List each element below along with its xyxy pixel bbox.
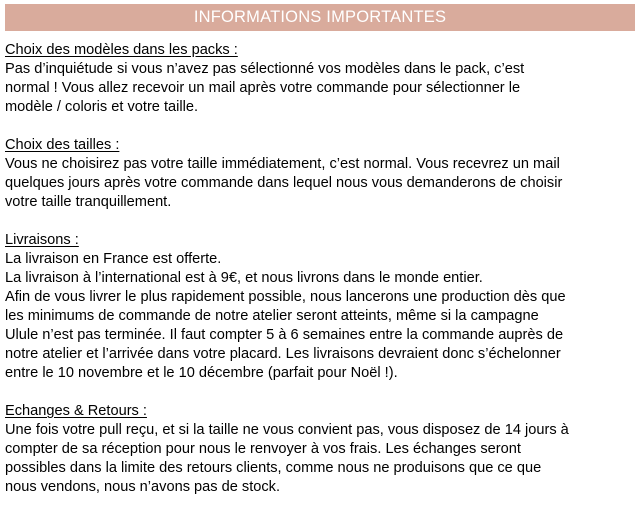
paragraph-line: La livraison à l’international est à 9€, et nous livrons dans le monde entier. [5,270,483,286]
paragraph-line: entre le 10 novembre et le 10 décembre (parfait pour Noël !). [5,365,398,381]
section-title: Choix des modèles dans les packs : [5,42,238,58]
section-size-choice [5,136,635,212]
paragraph-line: modèle / coloris et votre taille. [5,99,199,115]
paragraph-line: Ulule n’est pas terminée. Il faut compter 5 à 6 semaines entre la commande auprès de [5,327,564,343]
paragraph-line: Afin de vous livrer le plus rapidement possible, nous lancerons une production dès que [5,289,566,305]
paragraph-line: Pas d’inquiétude si vous n’avez pas sélectionné vos modèles dans le pack, c’est [5,61,525,77]
paragraph-line: normal ! Vous allez recevoir un mail après votre commande pour sélectionner le [5,80,521,96]
paragraph-line: quelques jours après votre commande dans lequel nous vous demanderons de choisir [5,175,563,191]
paragraph-line: Une fois votre pull reçu, et si la taille ne vous convient pas, vous disposez de 14 jours à [5,422,569,438]
paragraph-line: La livraison en France est offerte. [5,251,222,267]
paragraph-line: nous vendons, nous n’avons pas de stock. [5,479,281,495]
section-title: Choix des tailles : [5,137,120,153]
paragraph-line: notre atelier et l’arrivée dans votre placard. Les livraisons devraient donc s’échelonner [5,346,561,362]
section-exchanges-returns [5,402,635,497]
important-info-banner: INFORMATIONS IMPORTANTES [5,4,635,31]
section-model-choice [5,41,635,117]
paragraph-line: Vous ne choisirez pas votre taille immédiatement, c’est normal. Vous recevrez un mail [5,156,560,172]
paragraph-line: les minimums de commande de notre atelier seront atteints, même si la campagne [5,308,539,324]
section-title: Livraisons : [5,232,79,248]
section-deliveries [5,231,635,383]
paragraph-line: possibles dans la limite des retours clients, comme nous ne produisons que ce que [5,460,542,476]
section-title: Echanges & Retours : [5,403,147,419]
paragraph-line: compter de sa réception pour nous le renvoyer à vos frais. Les échanges seront [5,441,521,457]
paragraph-line: votre taille tranquillement. [5,194,172,210]
